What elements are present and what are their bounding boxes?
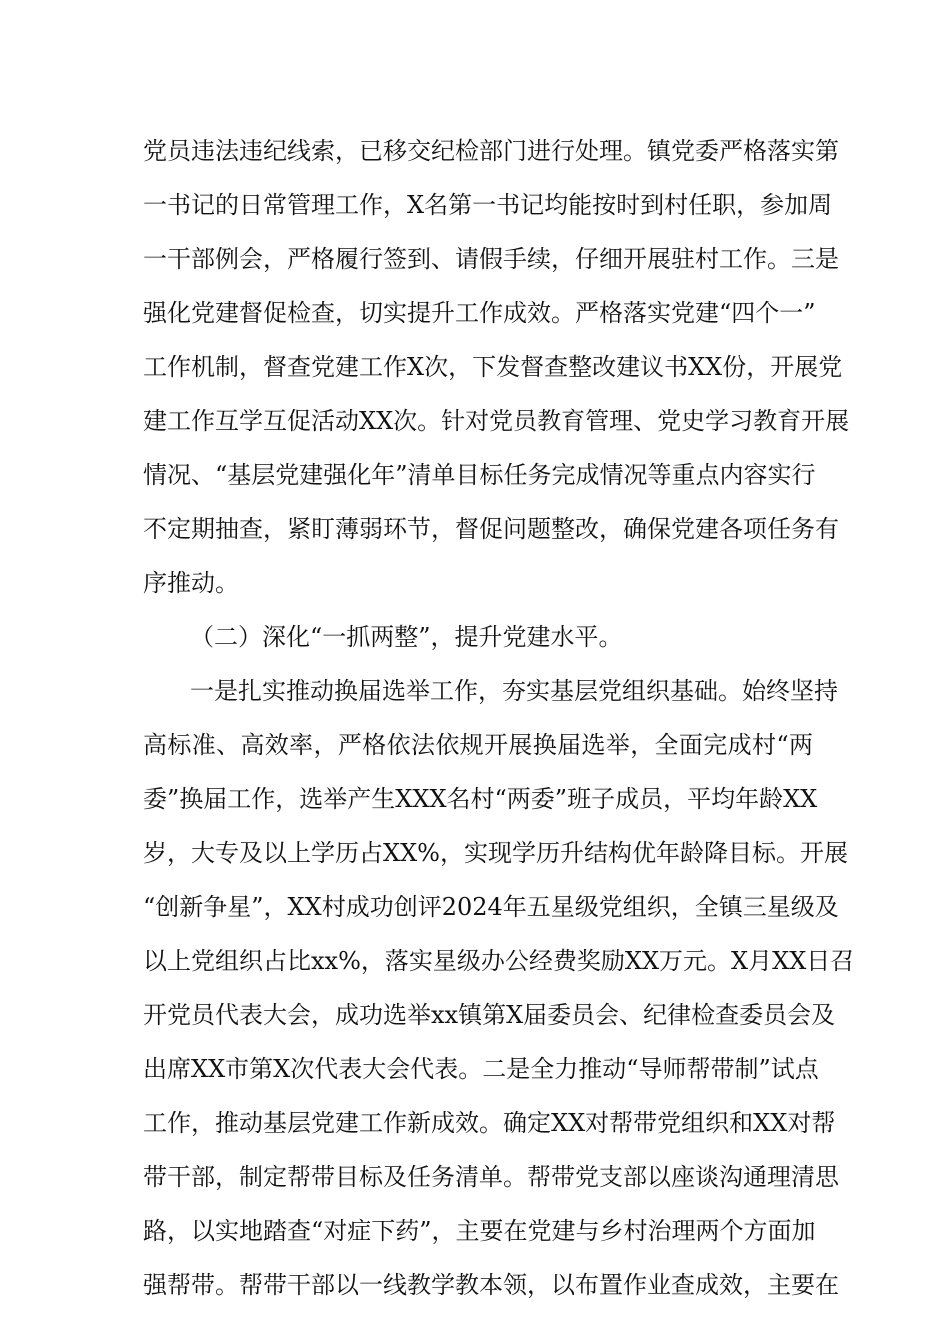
body-text-line: 一书记的日常管理工作，X名第一书记均能按时到村任职，参加周 [143, 191, 833, 219]
body-text-line: 岁，大专及以上学历占XX%，实现学历升结构优年龄降目标。开展 [143, 839, 848, 867]
body-text-line: “创新争星”，XX村成功创评2024年五星级党组织，全镇三星级及 [143, 893, 839, 921]
body-text-line: 工作，推动基层党建工作新成效。确定XX对帮带党组织和XX对帮 [143, 1109, 836, 1137]
body-text-line: 出席XX市第X次代表大会代表。二是全力推动“导师帮带制”试点 [143, 1055, 819, 1083]
body-text-line: 一干部例会，严格履行签到、请假手续，仔细开展驻村工作。三是 [143, 245, 839, 273]
body-text-line: 强帮带。帮带干部以一线教学教本领，以布置作业查成效，主要在 [143, 1271, 839, 1299]
body-text-line: 强化党建督促检查，切实提升工作成效。严格落实党建“四个一” [143, 299, 816, 327]
body-text-line: 路，以实地踏查“对症下药”，主要在党建与乡村治理两个方面加 [143, 1217, 816, 1245]
body-text-line: 工作机制，督查党建工作X次，下发督查整改建议书XX份，开展党 [143, 353, 843, 381]
body-text-line: 带干部，制定帮带目标及任务清单。帮带党支部以座谈沟通理清思 [143, 1163, 839, 1191]
body-text-line: 不定期抽查，紧盯薄弱环节，督促问题整改，确保党建各项任务有 [143, 515, 839, 543]
body-text-line: 开党员代表大会，成功选举xx镇第X届委员会、纪律检查委员会及 [143, 1001, 836, 1029]
body-text-line: 党员违法违纪线索，已移交纪检部门进行处理。镇党委严格落实第 [143, 137, 839, 165]
section-heading: （二）深化“一抓两整”，提升党建水平。 [190, 623, 623, 651]
paragraph-first-line: 一是扎实推动换届选举工作，夯实基层党组织基础。始终坚持 [190, 677, 838, 705]
body-text-line: 情况、“基层党建强化年”清单目标任务完成情况等重点内容实行 [143, 461, 816, 489]
body-text-line: 委”换届工作，选举产生XXX名村“两委”班子成员，平均年龄XX [143, 785, 818, 813]
body-text-line: 以上党组织占比xx%，落实星级办公经费奖励XX万元。X月XX日召 [143, 947, 855, 975]
body-text-line: 高标准、高效率，严格依法依规开展换届选举，全面完成村“两 [143, 731, 813, 759]
body-text-line: 建工作互学互促活动XX次。针对党员教育管理、党史学习教育开展 [143, 407, 850, 435]
body-text-line: 序推动。 [143, 569, 239, 597]
